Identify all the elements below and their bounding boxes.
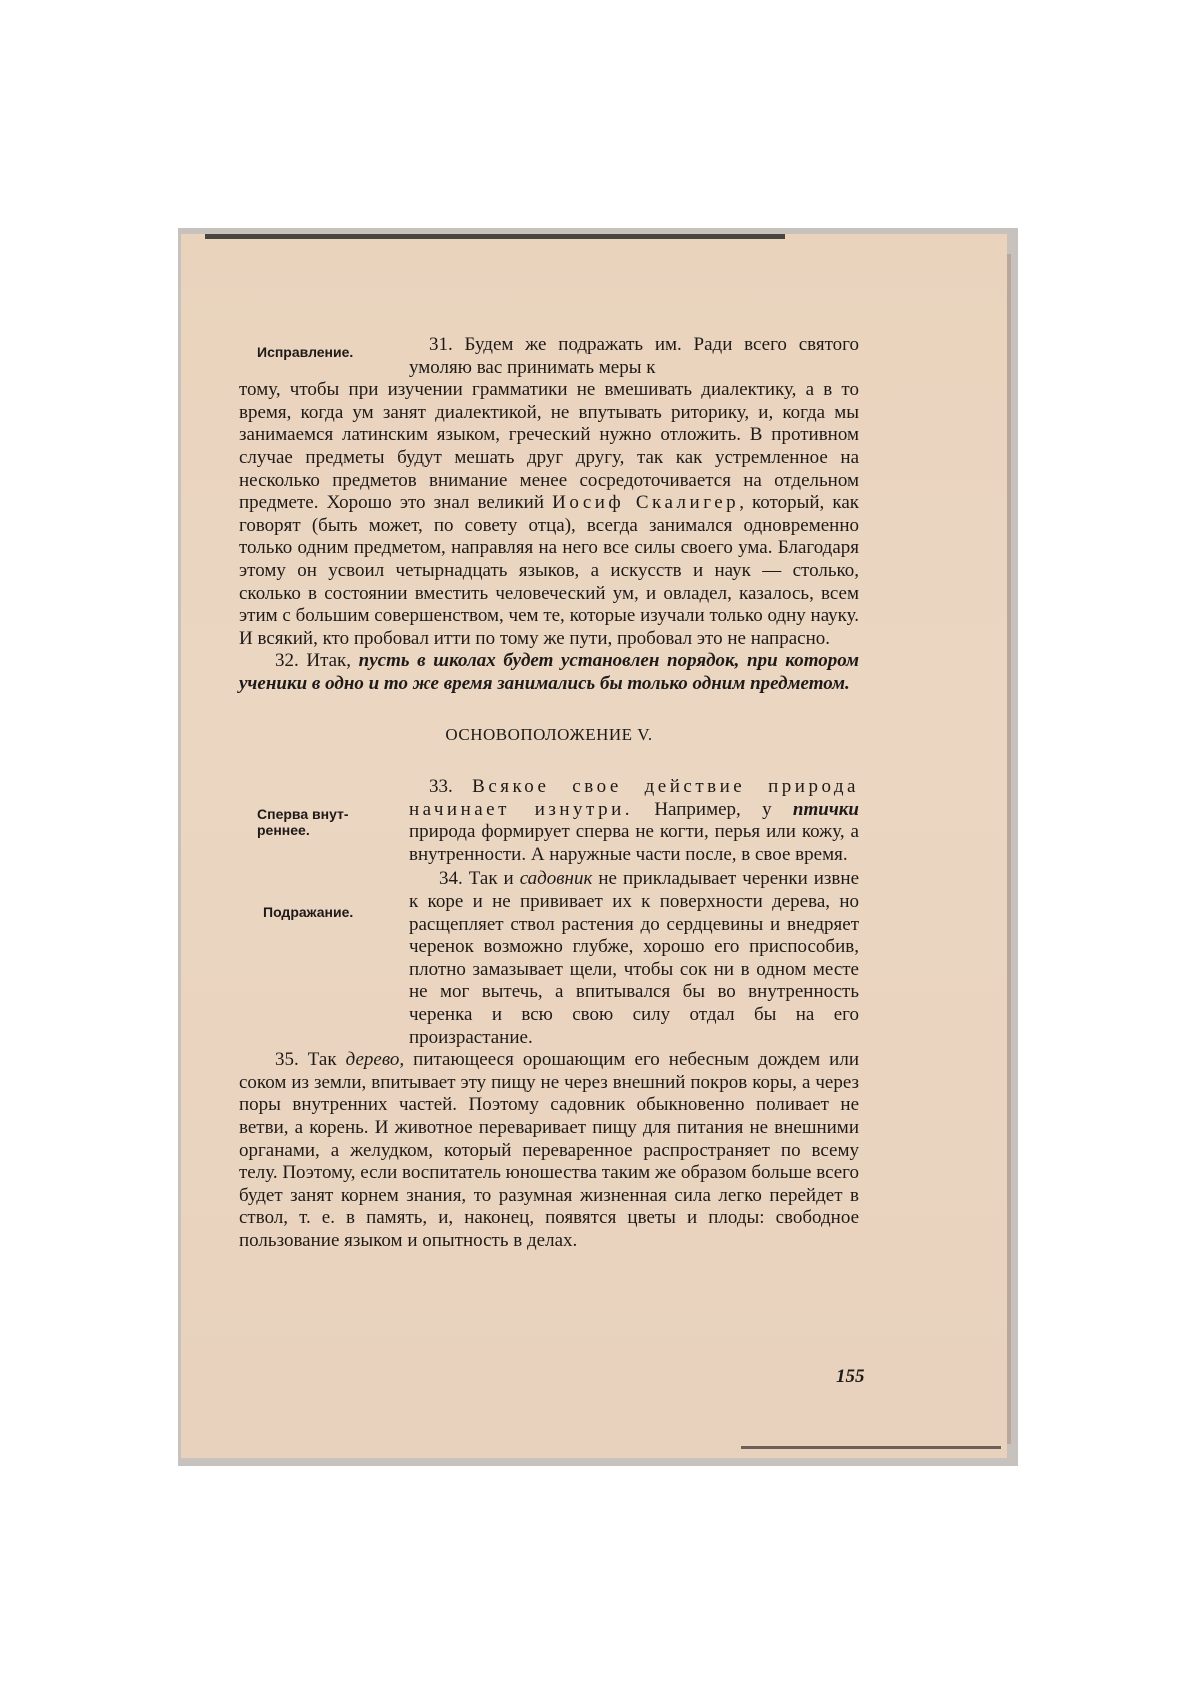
paragraph-34 (239, 868, 859, 1049)
page-edge-shadow (1007, 254, 1011, 1444)
paragraph-35-lead: 35. Так (275, 1049, 346, 1071)
section-heading: ОСНОВОПОЛОЖЕНИЕ V. (445, 724, 653, 744)
page-number: 155 (836, 1366, 865, 1387)
paragraph-31-first: 31. Будем же подражать им. Ради всего святого умоляю вас принимать меры к (409, 334, 859, 378)
book-page (181, 234, 1007, 1458)
paragraph-33 (239, 776, 859, 866)
bottom-rule (741, 1446, 1001, 1449)
paragraph-31-rest: тому, чтобы при изучении грамматики не вмешивать диалектику, а в то время, когда ум занят диалектикой, не впутывать риторику, и, когда мы занимаемся латинским языком, греческий нужно отложить. В противном случае предметы будут мешать друг другу, так как устремленное на несколько предметов внимание менее сосредоточивается на отдельном предмете. Хорошо это знал великий (239, 379, 859, 514)
margin-note-imitation: Подражание. (263, 904, 354, 920)
paragraph-33-lead: 33. (429, 776, 473, 798)
top-rule (205, 234, 785, 239)
name-scaliger: Иосиф Скалигер (552, 492, 740, 514)
paragraph-32 (239, 650, 859, 695)
paragraph-32-emphasis: пусть в школах будет установлен порядок, при котором ученики в одно и то же время занимались бы только одним предметом. (239, 650, 860, 694)
paragraph-33-mid: Например, у (633, 798, 793, 820)
paragraph-35 (239, 1049, 859, 1252)
paragraph-33-spaced: Всякое свое действие природа начинает изнутри. (409, 776, 859, 820)
paragraph-31-tail: , который, как говорят (быть может, по совету отца), всегда занимался одновременно только одним предметом, направляя на него все силы своего ума. Благодаря этому он усвоил четырнадцать языков, а искусств и наук — столько, сколько в состоянии вместить человеческий ум, и овладел, казалось, всем этим с большим совершенством, чем те, которые изучали только одну науку. И всякий, кто пробовал итти по тому же пути, пробовал это не напрасно. (239, 492, 860, 649)
paragraph-34-emphasis: садовник (519, 868, 593, 890)
margin-note-inside-first: Сперва внут- реннее. (257, 806, 349, 838)
paragraph-33-emphasis: птички (792, 798, 859, 820)
main-text (239, 334, 859, 1253)
paragraph-32-lead: 32. Итак, (275, 650, 359, 672)
paragraph-31 (239, 379, 859, 650)
paragraph-34-tail: не прикладывает черенки извне к коре и не прививает их к поверхности дерева, но расщепляет ствол растения до сердцевины и внедряет черенок возможно глубже, хорошо его приспособив, плотно замазывает щели, чтобы сок ни в одном месте не мог вытечь, а впитывался бы во внутренность черенка и всю свою силу отдал бы на его произрастание. (409, 868, 860, 1048)
paragraph-35-emphasis: дерево, (345, 1049, 405, 1071)
margin-note-correction: Исправление. (257, 344, 354, 360)
paragraph-34-lead: 34. Так и (439, 868, 520, 890)
paragraph-35-tail: питающееся орошающим его небесным дождем или соком из земли, впитывает эту пищу не через внешний покров коры, а через поры внутренних частей. Поэтому садовник обыкновенно поливает не ветви, а корень. И животное переваривает пищу для питания не внешними органами, а желудком, который переваренное распространяет по всему телу. Поэтому, если воспитатель юношества таким же образом больше всего будет занят корнем знания, то разумная жизненная сила легко перейдет в ствол, т. е. в память, и, наконец, появятся цветы и плоды: свободное пользование языком и опытность в делах. (239, 1049, 859, 1251)
paragraph-33-tail: природа формирует сперва не когти, перья или кожу, а внутренности. А наружные части после, в свое время. (409, 821, 859, 865)
